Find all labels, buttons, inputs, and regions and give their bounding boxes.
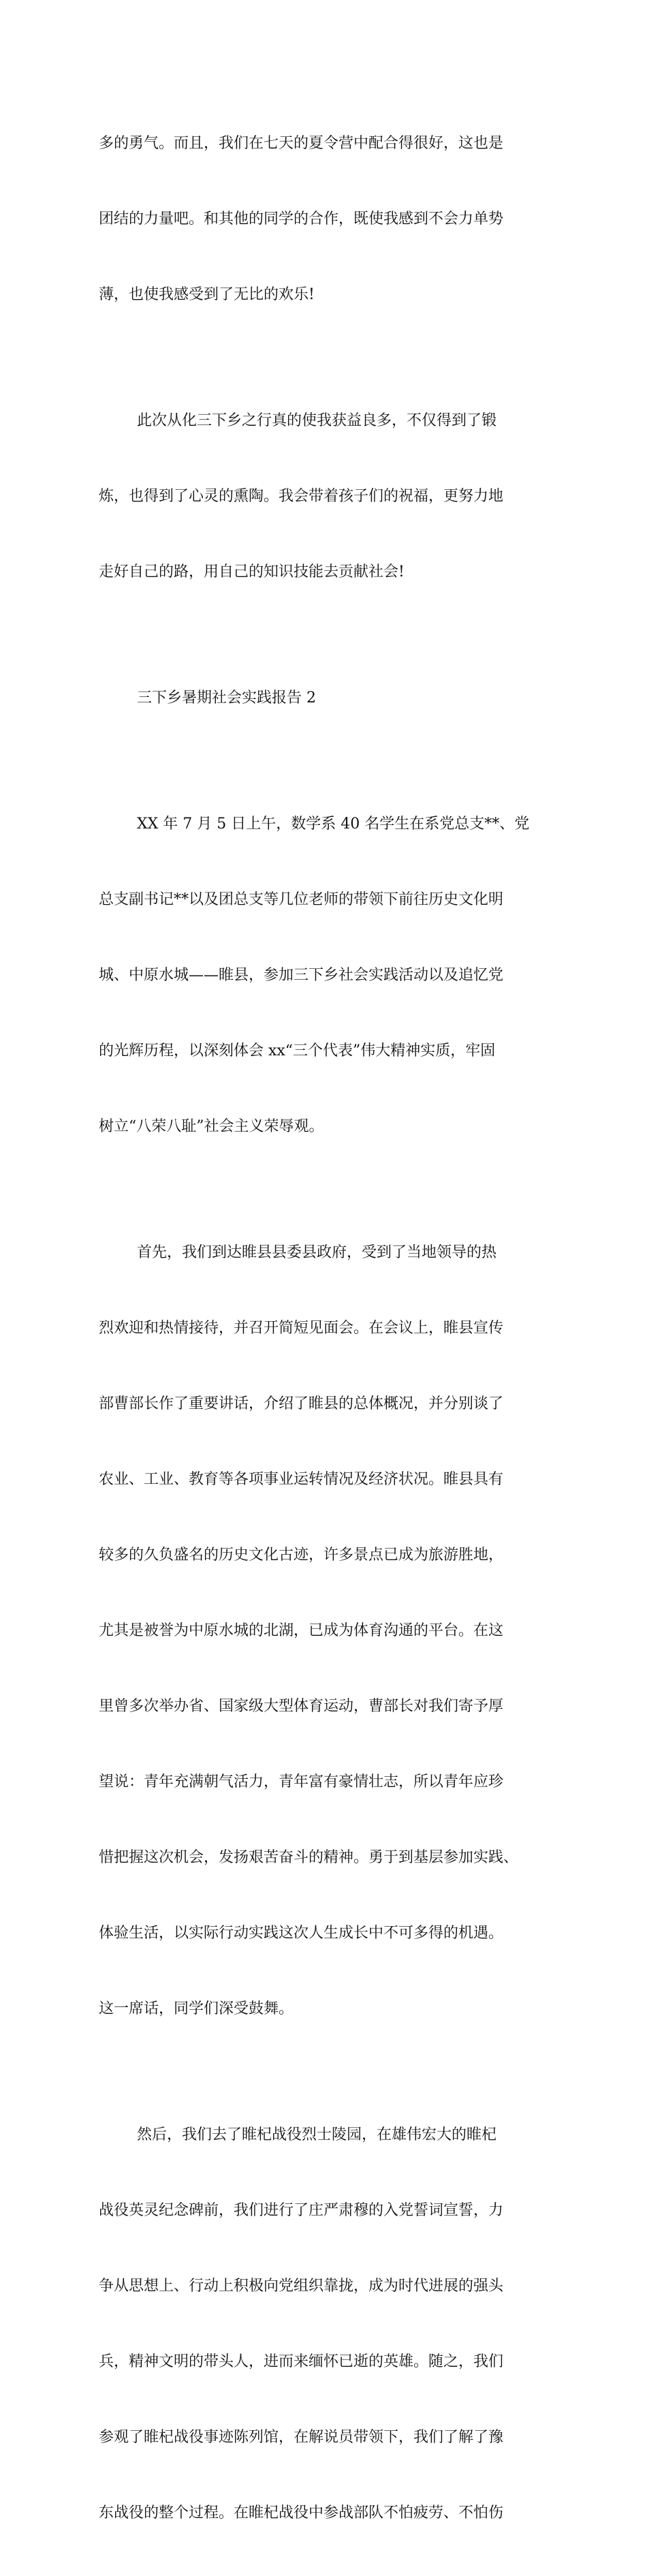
text-line: 然后，我们去了睢杞战役烈士陵园，在雄伟宏大的睢杞: [99, 2126, 496, 2143]
text-line: 总支副书记**以及团总支等几位老师的带领下前往历史文化明: [99, 891, 504, 908]
text-line: 农业、工业、教育等各项事业运转情况及经济状况。睢县具有: [99, 1471, 504, 1488]
text-line: XX 年 7 月 5 日上午，数学系 40 名学生在系党总支**、党: [99, 816, 530, 833]
text-line: 首先，我们到达睢县县委县政府，受到了当地领导的热: [99, 1244, 496, 1261]
text-line: 兵，精神文明的带头人，进而来缅怀已逝的英雄。随之，我们: [99, 2353, 504, 2370]
text-line: 的光辉历程，以深刻体会 xx“三个代表”伟大精神实质，牢固: [99, 1042, 496, 1059]
text-line: 争从思想上、行动上积极向党组织靠拢，成为时代进展的强头: [99, 2278, 504, 2295]
text-line: 惜把握这次机会，发扬艰苦奋斗的精神。勇于到基层参加实践、: [99, 1849, 519, 1866]
paragraph-2: [99, 358, 548, 635]
paragraph-4: [99, 1190, 548, 2072]
text-line: 此次从化三下乡之行真的使我获益良多，不仅得到了锻: [99, 412, 496, 429]
text-line: 走好自己的路，用自己的知识技能去贡献社会!: [99, 563, 405, 580]
text-line: 里曾多次举办省、国家级大型体育运动，曹部长对我们寄予厚: [99, 1698, 504, 1715]
text-line: 团结的力量吧。和其他的同学的合作，既使我感到不会力单势: [99, 211, 504, 228]
text-line: 多的勇气。而且，我们在七天的夏令营中配合得很好，这也是: [99, 135, 504, 152]
document-page: [99, 80, 548, 2576]
section-title-text: 三下乡暑期社会实践报告 2: [99, 689, 316, 707]
paragraph-5: [99, 2072, 548, 2576]
text-line: 较多的久负盛名的历史文化古迹，许多景点已成为旅游胜地，: [99, 1547, 504, 1564]
text-line: 烈欢迎和热情接待，并召开简短见面会。在会议上，睢县宣传: [99, 1320, 504, 1337]
text-line: 体验生活，以实际行动实践这次人生成长中不可多得的机遇。: [99, 1925, 504, 1942]
text-line: 树立“八荣八耻”社会主义荣辱观。: [99, 1118, 324, 1135]
text-line: 战役英灵纪念碑前，我们进行了庄严肃穆的入党誓词宣誓，力: [99, 2202, 504, 2219]
text-line: 部曹部长作了重要讲话，介绍了睢县的总体概况，并分别谈了: [99, 1395, 504, 1412]
text-line: 东战役的整个过程。在睢杞战役中参战部队不怕疲劳、不怕伤: [99, 2504, 504, 2521]
text-line: 城、中原水城——睢县，参加三下乡社会实践活动以及追忆党: [99, 967, 504, 984]
section-title: [99, 635, 548, 761]
text-line: 薄，也使我感受到了无比的欢乐!: [99, 286, 315, 303]
text-line: 望说：青年充满朝气活力，青年富有豪情壮志，所以青年应珍: [99, 1773, 504, 1790]
text-line: 这一席话，同学们深受鼓舞。: [99, 2000, 294, 2017]
text-line: 炼，也得到了心灵的熏陶。我会带着孩子们的祝福，更努力地: [99, 488, 504, 505]
paragraph-1: [99, 80, 548, 358]
text-line: 参观了睢杞战役事迹陈列馆，在解说员带领下，我们了解了豫: [99, 2429, 504, 2446]
text-line: 尤其是被誉为中原水城的北湖，已成为体育沟通的平台。在这: [99, 1622, 504, 1639]
paragraph-3: [99, 761, 548, 1190]
